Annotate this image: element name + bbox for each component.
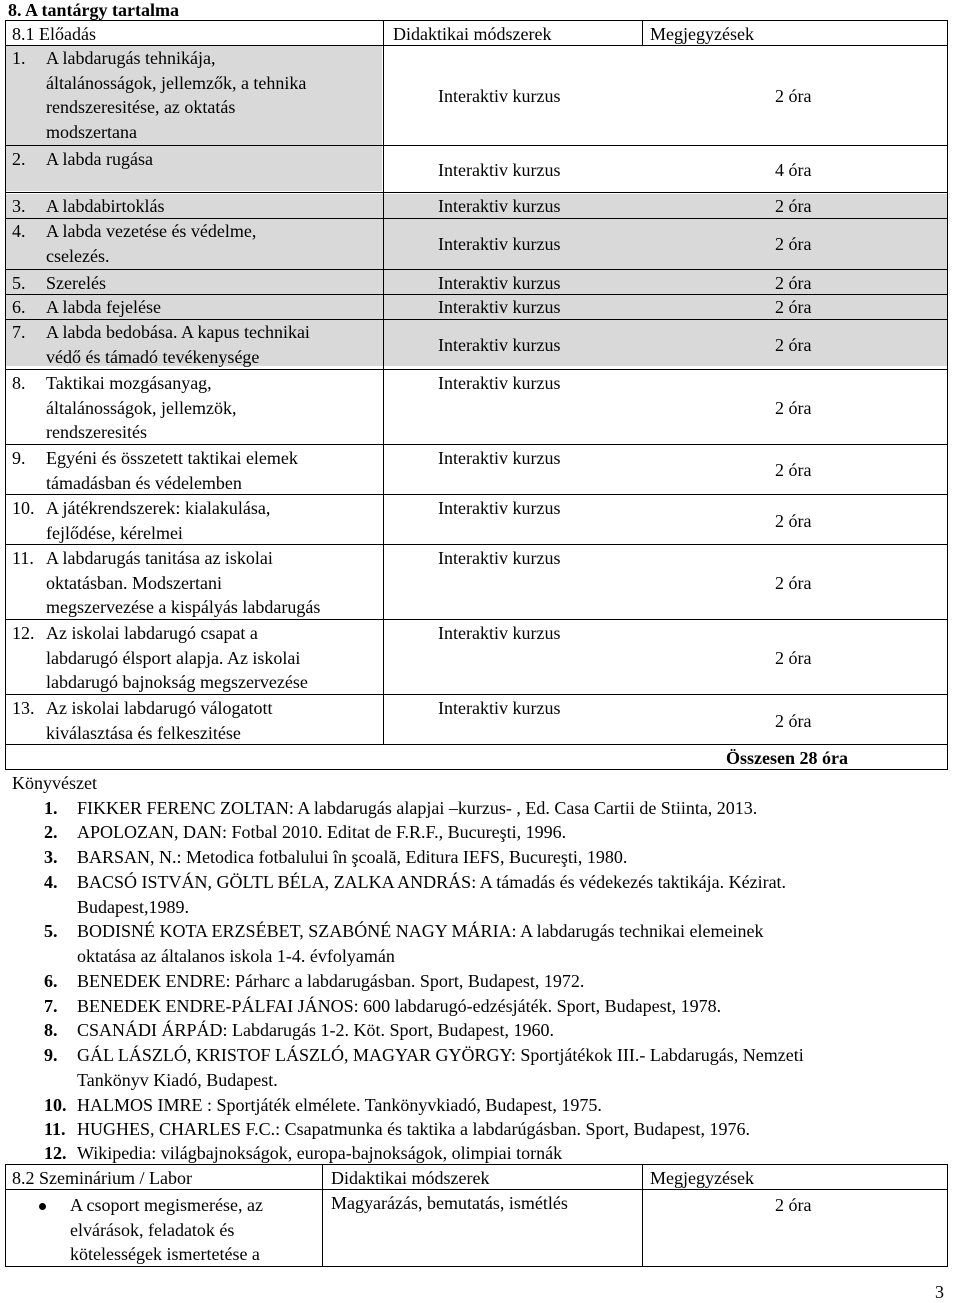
bibliography-item-text: BENEDEK ENDRE-PÁLFAI JÁNOS: 600 labdarugó-edzésjáték. Sport, Budapest, 1978. — [77, 996, 722, 1016]
lecture-row-topic: Az iskolai labdarugó csapat a — [46, 623, 258, 643]
lecture-col-notes: Megjegyzések — [650, 24, 754, 44]
lecture-row-number: 11. — [12, 548, 34, 568]
lecture-row-number: 7. — [12, 322, 26, 342]
bibliography-item-text: BARSAN, N.: Metodica fotbalului în şcoală, Editura IEFS, Bucureşti, 1980. — [77, 847, 628, 867]
lecture-heading: 8.1 Előadás — [12, 24, 96, 44]
lecture-row-number: 1. — [12, 48, 26, 68]
seminar-col-methods: Didaktikai módszerek — [331, 1168, 490, 1188]
lecture-row-topic: rendszeresitése, az oktatás — [46, 97, 236, 117]
lecture-row-method: Interaktiv kurzus — [438, 234, 561, 254]
lecture-row-topic: A labda bedobása. A kapus technikai — [46, 322, 310, 342]
table-rule — [5, 20, 948, 21]
lecture-row-topic: A labdarugás tehnikája, — [46, 48, 216, 68]
table-rule — [5, 694, 948, 695]
table-rule — [5, 369, 948, 370]
lecture-row-topic: Egyéni és összetett taktikai elemek — [46, 448, 298, 468]
lecture-row-topic: cselezés. — [46, 245, 110, 266]
lecture-row-hours: 2 óra — [775, 711, 812, 731]
bibliography-item-text: APOLOZAN, DAN: Fotbal 2010. Editat de F.R.F., Bucureşti, 1996. — [77, 822, 567, 842]
lecture-row-hours: 2 óra — [775, 234, 812, 254]
lecture-row-method: Interaktiv kurzus — [438, 698, 561, 718]
table-rule — [947, 20, 948, 769]
table-rule — [5, 319, 948, 320]
lecture-row-method: Interaktiv kurzus — [438, 498, 561, 518]
lecture-row-hours: 2 óra — [775, 648, 812, 668]
table-rule — [5, 294, 948, 295]
lecture-row-hours: 2 óra — [775, 86, 812, 106]
lecture-row-topic: Az iskolai labdarugó válogatott — [46, 698, 273, 718]
lecture-row-method: Interaktiv kurzus — [438, 273, 561, 293]
lecture-row-topic: A labda fejelése — [46, 297, 161, 317]
seminar-row-topic: kötelességek ismertetése a — [70, 1244, 260, 1264]
bibliography-item-number: 8. — [44, 1020, 58, 1040]
table-rule — [322, 1164, 323, 1266]
lecture-row-method: Interaktiv kurzus — [438, 623, 561, 643]
table-rule — [5, 744, 948, 745]
lecture-row-method: Interaktiv kurzus — [438, 297, 561, 317]
lecture-row-number: 12. — [12, 623, 35, 643]
lecture-row-hours: 2 óra — [775, 398, 812, 418]
lecture-row-topic: labdarugó bajnokság megszervezése — [46, 672, 308, 692]
bibliography-item-text: HUGHES, CHARLES F.C.: Csapatmunka és taktika a labdarúgásban. Sport, Budapest, 1976. — [77, 1119, 750, 1139]
lecture-row-topic: A labda vezetése és védelme, — [46, 221, 257, 241]
lecture-row-method: Interaktiv kurzus — [438, 86, 561, 106]
table-rule — [5, 269, 948, 270]
section-title: 8. A tantárgy tartalma — [8, 0, 179, 20]
bibliography-item-number: 12. — [44, 1143, 67, 1163]
bibliography-item-number: 1. — [44, 798, 58, 818]
lecture-row-topic: fejlődése, kérelmei — [46, 522, 183, 543]
table-rule — [5, 45, 948, 46]
bibliography-item-number: 2. — [44, 822, 58, 842]
seminar-heading: 8.2 Szeminárium / Labor — [12, 1168, 192, 1188]
table-rule — [5, 20, 6, 769]
table-rule — [5, 1189, 948, 1190]
lecture-row-hours: 4 óra — [775, 160, 812, 180]
bibliography-item-text: Budapest,1989. — [77, 897, 189, 917]
bibliography-item-text: FIKKER FERENC ZOLTAN: A labdarugás alapjai –kurzus- , Ed. Casa Cartii de Stiinta, 2013. — [77, 798, 758, 818]
bibliography-item-text: GÁL LÁSZLÓ, KRISTOF LÁSZLÓ, MAGYAR GYÖRGY: Sportjátékok III.- Labdarugás, Nemzeti — [77, 1045, 804, 1065]
table-rule — [5, 1164, 6, 1266]
table-rule — [5, 1164, 948, 1165]
table-rule — [5, 494, 948, 495]
lecture-row-number: 2. — [12, 149, 26, 169]
page-number: 3 — [935, 1282, 944, 1302]
table-rule — [642, 1164, 643, 1266]
bibliography-item-text: Wikipedia: világbajnokságok, europa-bajnokságok, olimpiai tornák — [77, 1143, 563, 1163]
lecture-row-hours: 2 óra — [775, 273, 812, 293]
lecture-row-number: 8. — [12, 373, 26, 393]
lecture-row-number: 4. — [12, 221, 26, 241]
bibliography-item-text: HALMOS IMRE : Sportjáték elmélete. Tankönyvkiadó, Budapest, 1975. — [77, 1095, 602, 1115]
lecture-row-topic: labdarugó élsport alapja. Az iskolai — [46, 647, 301, 668]
bibliography-item-number: 5. — [44, 921, 58, 941]
bibliography-item-number: 11. — [44, 1119, 66, 1139]
lecture-row-method: Interaktiv kurzus — [438, 160, 561, 180]
table-rule — [642, 20, 643, 45]
table-rule — [947, 1164, 948, 1266]
bibliography-item-number: 9. — [44, 1045, 58, 1065]
lecture-row-topic: oktatásban. Modszertani — [46, 572, 222, 593]
lecture-row-topic: modszertana — [46, 121, 137, 142]
bibliography-item-number: 6. — [44, 971, 58, 991]
bibliography-item-number: 10. — [44, 1095, 67, 1115]
lecture-row-hours: 2 óra — [775, 460, 812, 480]
lecture-row-hours: 2 óra — [775, 335, 812, 355]
seminar-col-notes: Megjegyzések — [650, 1168, 754, 1188]
table-rule — [383, 20, 384, 744]
lecture-row-number: 9. — [12, 448, 26, 468]
lecture-col-methods: Didaktikai módszerek — [393, 24, 552, 44]
bibliography-item-text: oktatása az általanos iskola 1-4. évfolyamán — [77, 946, 395, 966]
bibliography-item-text: Tankönyv Kiadó, Budapest. — [77, 1070, 278, 1090]
seminar-row-method: Magyarázás, bemutatás, ismétlés — [331, 1193, 568, 1213]
seminar-row-hours: 2 óra — [775, 1195, 812, 1215]
lecture-row-topic: kiválasztása és felkeszitése — [46, 722, 241, 743]
seminar-row-topic: A csoport megismerése, az — [70, 1195, 263, 1215]
lecture-row-topic: rendszeresités — [46, 422, 147, 442]
lecture-row-topic: védő és támadó tevékenysége — [46, 346, 260, 367]
lecture-row-topic: A labda rugása — [46, 149, 153, 169]
lecture-row-topic: támadásban és védelemben — [46, 472, 242, 493]
lecture-row-number: 5. — [12, 273, 26, 293]
lecture-row-topic: A labdabirtoklás — [46, 196, 165, 216]
table-rule — [5, 192, 948, 193]
bibliography-item-text: CSANÁDI ÁRPÁD: Labdarugás 1-2. Köt. Sport, Budapest, 1960. — [77, 1020, 554, 1040]
lecture-row-method: Interaktiv kurzus — [438, 548, 561, 568]
table-rule — [5, 769, 948, 770]
table-rule — [5, 544, 948, 545]
lecture-row-hours: 2 óra — [775, 297, 812, 317]
lecture-row-hours: 2 óra — [775, 196, 812, 216]
lecture-row-method: Interaktiv kurzus — [438, 448, 561, 468]
lecture-row-hours: 2 óra — [775, 573, 812, 593]
lecture-row-topic: általánosságok, jellemzök, — [46, 397, 237, 418]
bibliography-item-number: 3. — [44, 847, 58, 867]
lecture-row-hours: 2 óra — [775, 511, 812, 531]
lecture-row-topic: A labdarugás tanitása az iskolai — [46, 548, 273, 568]
bibliography-item-text: BODISNÉ KOTA ERZSÉBET, SZABÓNÉ NAGY MÁRIA: A labdarugás technikai elemeinek — [77, 921, 764, 941]
lecture-row-method: Interaktiv kurzus — [438, 196, 561, 216]
lecture-row-number: 3. — [12, 196, 26, 216]
lecture-row-topic: megszervezése a kispályás labdarugás — [46, 597, 321, 617]
lecture-row-number: 6. — [12, 297, 26, 317]
lecture-row-number: 10. — [12, 498, 35, 518]
bibliography-item-number: 7. — [44, 996, 58, 1016]
lecture-row-topic: Szerelés — [46, 273, 106, 293]
bibliography-item-text: BACSÓ ISTVÁN, GÖLTL BÉLA, ZALKA ANDRÁS: A támadás és védekezés taktikája. Kézirat. — [77, 872, 787, 892]
bullet-icon — [39, 1203, 46, 1210]
lecture-row-topic: Taktikai mozgásanyag, — [46, 373, 212, 393]
lecture-row-topic: A játékrendszerek: kialakulása, — [46, 498, 271, 518]
table-rule — [5, 1266, 948, 1267]
lecture-total: Összesen 28 óra — [726, 748, 848, 768]
table-rule — [5, 444, 948, 445]
table-rule — [5, 619, 948, 620]
bibliography-heading: Könyvészet — [12, 773, 97, 793]
table-rule — [5, 218, 948, 219]
bibliography-item-text: BENEDEK ENDRE: Párharc a labdarugásban. Sport, Budapest, 1972. — [77, 971, 585, 991]
lecture-row-method: Interaktiv kurzus — [438, 373, 561, 393]
lecture-row-number: 13. — [12, 698, 35, 718]
lecture-row-method: Interaktiv kurzus — [438, 335, 561, 355]
seminar-row-topic: elvárások, feladatok és — [70, 1219, 235, 1240]
table-rule — [5, 145, 948, 146]
bibliography-item-number: 4. — [44, 872, 58, 892]
lecture-row-topic: általánosságok, jellemzők, a tehnika — [46, 72, 307, 93]
